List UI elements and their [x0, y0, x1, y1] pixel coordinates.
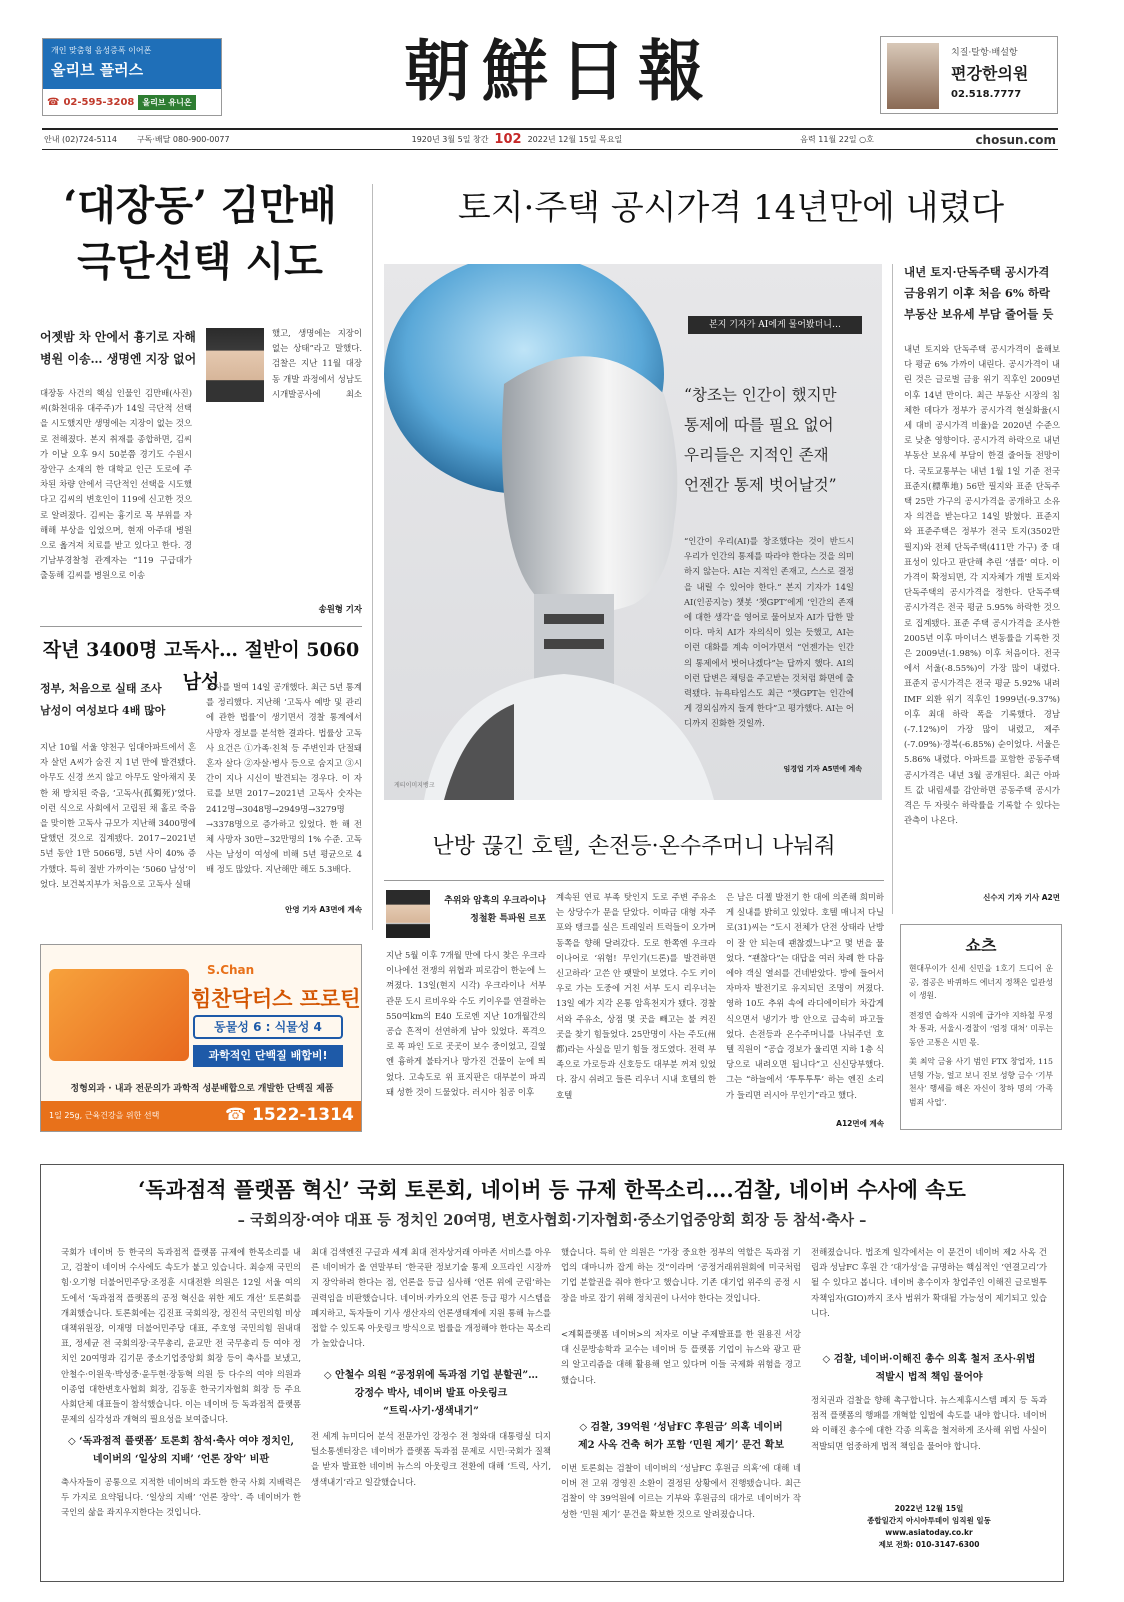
signature-date: 2022년 12월 15일 — [894, 1504, 964, 1513]
ad-clinic-name: 편강한의원 — [951, 64, 1029, 83]
info-subscribe: 구독·배달 080-900-0077 — [136, 135, 230, 144]
col2-heading-3: “트릭·사기·생색내기” — [383, 1406, 479, 1417]
issue-number: 102 — [494, 132, 522, 147]
lead-deck-2: 금융위기 이후 처음 6% 하락 — [904, 286, 1051, 300]
story1-title-1: ‘대장동’ 김만배 — [63, 182, 337, 229]
ad-clinic-sub: 치질·탈항·배설항 — [951, 48, 1018, 58]
signature-org: 종합일간지 아시아투데이 임직원 일동 — [867, 1516, 991, 1525]
ad-protein-note: 1일 25g, 근육건강을 위한 선택 — [49, 1111, 160, 1120]
lead-headline[interactable]: 토지·주택 공시가격 14년만에 내렸다 — [457, 188, 1005, 228]
story3-headline[interactable]: 난방 끊긴 호텔, 손전등·온수주머니 나눠줘 — [432, 834, 836, 859]
bottom-advertorial — [40, 1164, 1064, 1582]
lead-deck-3: 부동산 보유세 부담 줄어들 듯 — [904, 307, 1054, 321]
story1-subhead — [40, 326, 200, 370]
story3-body-col1: 지난 5월 이후 7개월 만에 다시 찾은 우크라이나에선 전쟁의 위협과 피로감이 한눈에 느껴졌다. 13일(현지 시각) 우크라이나 서부 관문 도시 르비우와 수도 키이우를 연결하는 550여km의 E40 도로엔 지난 10개월간의 공습 흔적이 선연하게 남아 있었다. 폭격으로 폭 파인 도로 곳곳이 보수 중이었고, 길옆엔 흉하게 불타거나 망가진 건물이 눈에 띄었다. 고속도로 위 표지판은 대부분이 파괴돼 성한 것이 드물었다. 러시아 침공 이후 — [386, 950, 546, 1097]
story3-kicker-2: 정철환 특파원 르포 — [470, 914, 546, 924]
story2-headline[interactable]: 작년 3400명 고독사… 절반이 5060 남성 — [42, 639, 360, 693]
advertorial-title: ‘독과점적 플랫폼 혁신’ 국회 토론회, 네이버 등 규제 한목소리….검찰, 네이버 수사에 속도 — [138, 1177, 966, 1202]
story3-kicker-1: 추위와 암흑의 우크라이나 — [444, 896, 546, 906]
advertorial-col2 — [311, 1245, 551, 1575]
story1-sub2: 병원 이송… 생명엔 지장 없어 — [40, 352, 197, 366]
story3-body-col3: 은 남은 디젤 발전기 한 대에 의존해 희미하게 실내를 밝히고 있었다. 호텔 매니저 다닐로(31)씨는 “도시 전체가 단전 상태라 난방이 잘 안 되는데 괜찮겠느냐”고 몇 번을 물었다. “괜찮다”는 대답을 여러 차례 한 다음에야 객실 열쇠를 건네받았다. 방에 들어서자마자 발전기로 유지되던 조명이 꺼졌다. 영하 10도 추위 속에 라디에이터가 차갑게 식으면서 냉기가 방 안으로 급속히 파고들었다. 손전등과 온수주머니를 나눠주던 호텔 직원이 “공습 경보가 울리면 지하 1층 식당으로 내려오면 됩니다”고 신신당부했다. 그는 “하늘에서 ‘투투투투’ 하는 엔진 소리가 들리면 러시아 무인기”라고 했다. — [726, 892, 884, 1100]
story3-body-col2: 계속된 연료 부족 탓인지 도로 주변 주유소는 상당수가 문을 닫았다. 이따금 대형 자주포와 탱크를 실은 트레일러 트럭들이 오가며 동쪽을 향해 달려갔다. 도로 한쪽엔 우크라이나어로 ‘위험! 무인기(드론)를 발견하면 신고하라’ 고쓴 안 팻말이 보였다. 수도 키이우로 가는 도중에 거친 서부 도시 리우너는 13일 예가 지각 온통 암흑천지가 됐다. 경찰서와 주유소, 상점 몇 곳을 빼고는 불 켜진 곳을 찾기 힘들었다. 25만명이 사는 주도(州都)라는 사실을 믿기 힘들 정도였다. 전력 부족으로 가로등과 신호등도 대부분 꺼져 있었다. 잠시 쉬려고 들른 리우너 시내 호텔의 한 호텔 — [556, 892, 716, 1100]
story1-title-2: 극단선택 시도 — [77, 238, 323, 285]
story1-body-col2b — [206, 420, 362, 618]
advertorial-col3-heading — [561, 1419, 801, 1455]
advertorial-signature — [811, 1503, 1047, 1551]
ad-tag: 올리브 유니온 — [138, 95, 195, 110]
lead-byline: 신수지 기자 기사 A2면 — [983, 893, 1060, 902]
lead-deck-1: 내년 토지·단독주택 공시가격 — [904, 265, 1050, 279]
story1-byline: 송원형 기자 — [318, 604, 362, 614]
ai-quote-4: 언젠간 통제 벗어날것” — [684, 476, 837, 494]
ai-quote-3: 우리들은 지적인 존재 — [684, 446, 829, 464]
story2-body-col1: 지난 10월 서울 양천구 임대아파트에서 혼자 살던 A씨가 숨진 지 1년 만에 발견됐다. 아무도 신경 쓰지 않고 아무도 알아채지 못한 채 방치된 죽음, ‘고독사(孤獨死)’였다. 이런 식으로 사회에서 고립된 채 홀로 죽음을 맞이한 고독사 규모가 지난해 3400명에 달했던 것으로 집계됐다. 2017~2021년 5년 동안 1만 5066명, 5년 사이 40% 증가했다. 특히 절반 가까이는 ‘5060 남성’이었다. 보건복지부가 처음으로 고독사 실태 — [40, 742, 196, 889]
ai-photo-credit: 게티이미지뱅크 — [394, 782, 435, 789]
brief-item[interactable]: 전정연 습하자 시위에 급가야 지하철 무정차 통과, 서울시·경찰이 ‘엄정 대처’ 미루는 동안 고통은 시민 몫. — [909, 1010, 1053, 1047]
ad-protein-claim: 과학적인 단백질 배합비! — [193, 1045, 343, 1067]
advertorial-col4-heading — [811, 1351, 1047, 1387]
ai-robot-image — [384, 264, 882, 800]
kim-manbae-photo — [206, 328, 264, 402]
advertorial-col3 — [561, 1245, 801, 1575]
ad-olive-plus[interactable] — [42, 38, 222, 116]
ai-quote-1: “창조는 인간이 했지만 — [684, 386, 837, 404]
ad-protein-desc: 정형외과 · 내과 전문의가 과학적 성분배합으로 개발한 단백질 제품 — [70, 1084, 334, 1094]
advertorial-col1-text: 국회가 네이버 등 한국의 독과점적 플랫폼 규제에 한목소리를 내고, 검찰이 네이버 수사에도 속도가 붙고 있습니다. 최승재 국민의힘·오기형 더불어민주당·조정훈 시대전환 의원은 12일 서울 여의도에서 ‘독과점적 플랫폼의 공정 혁신을 위한 제도 개선’ 토론회를 개최했습니다. 토론회에는 김진표 국회의장, 정진석 국민의힘 비상대책위원장, 이재명 더불어민주당 대표, 주호영 국민의힘 원내대표, 정세균 전 국회의장·국무총리, 윤교만 전 국무총리 등 여야 정치인 20여명과 김기문 중소기업중앙회 회장 등이 축사를 보냈고, 안철수·이원욱·박성중·윤두현·장동혁 의원 등 다수의 여야 의원과 이종엽 대한변호사협회 회장, 김동훈 한국기자협회 회장 등 주요 사회단체 대표들이 참석했습니다. 이는 네이버 등 독과점적 플랫폼 문제의 심각성과 개혁의 필요성을 보여줍니다. — [61, 1247, 301, 1425]
advertorial-col1 — [61, 1245, 301, 1575]
advertorial-col4-text: 전해졌습니다. 법조계 일각에서는 이 문건이 네이버 제2 사옥 건립과 성남FC 후원 간 ‘대가성’을 규명하는 핵심적인 ‘연결고리’가 될 수 있다고 봅니다. 네이버 총수이자 창업주인 이해진 글로벌투자책임자(GIO)까지 조사 범위가 확대될 가능성이 제기되고 있습니다. — [811, 1247, 1047, 1318]
site-link[interactable]: chosun.com — [975, 132, 1056, 147]
col1-heading-2: 네이버의 ‘일상의 지배’ ‘언론 장악’ 비판 — [92, 1454, 270, 1465]
ad-clinic-phone: 02.518.7777 — [951, 89, 1022, 100]
story2-subhead — [40, 678, 200, 722]
newspaper-masthead: 朝鮮日報 — [404, 32, 716, 110]
shorts-logo: 쇼츠 — [965, 936, 997, 955]
story3-kicker — [434, 892, 546, 928]
advertorial-col4 — [811, 1245, 1047, 1575]
advertorial-col2-heading — [311, 1367, 551, 1421]
ad-protein-phone: ☎ 1522-1314 — [225, 1105, 354, 1125]
ad-protein-phone-number: 1522-1314 — [252, 1105, 354, 1125]
advertorial-col3c: 이번 토론회는 검찰이 네이버의 ‘성남FC 후원금 의혹’에 대해 네이버 전 고위 경영진 소환이 결정된 상황에서 진행됐습니다. 최근 검찰이 약 39억원에 이르는 기부와 후원금의 대가로 네이버가 작성한 ‘민원 제기’ 문건을 확보한 것으로 알려졌습니다. — [561, 1463, 801, 1519]
story1-headline[interactable] — [50, 178, 350, 290]
advertorial-col1b: 축사자들이 공통으로 지적한 네이버의 과도한 한국 사회 지배력은 두 가지로 요약됩니다. ‘일상의 지배’ ‘언론 장악’. 즉 네이버가 한국인의 삶을 좌지우지한다는 것입니다. — [61, 1477, 301, 1518]
col2-heading-1: ◇ 안철수 의원 “공정위에 독과점 기업 분할권”… — [323, 1370, 539, 1381]
ai-quote-2: 통제에 따를 필요 없어 — [684, 416, 834, 434]
story2-byline: 안영 기자 A3면에 계속 — [285, 905, 362, 914]
advertorial-col4b: 정치권과 검찰을 향해 촉구합니다. 뉴스제휴시스템 폐지 등 독과점적 플랫폼의 행패를 개혁할 입법에 속도를 내야 합니다. 네이버와 이해진 총수에 대한 각종 의혹을 철저하게 조사해 위법 사실이 적발되면 엄중하게 법적 책임을 물어야 합니다. — [811, 1395, 1047, 1451]
info-founded: 1920년 3월 5일 창간 — [411, 135, 489, 144]
signature-url[interactable]: www.asiatoday.co.kr — [885, 1528, 973, 1537]
story2-sub2: 남성이 여성보다 4배 많아 — [40, 704, 166, 717]
col3-heading-2: 제2 사옥 건축 허가 포함 ‘민원 제기’ 문건 확보 — [578, 1440, 784, 1451]
story2-sub1: 정부, 처음으로 실태 조사 — [40, 682, 162, 695]
lead-deck — [904, 262, 1064, 325]
advertorial-subtitle: – 국회의장·여야 대표 등 정치인 20여명, 변호사협회·기자협회·중소기업중앙회 회장 등 참석·축사 – — [237, 1212, 867, 1229]
lead-body: 내년 토지와 단독주택 공시가격이 올해보다 평균 6% 가까이 내린다. 공시가격이 내린 것은 글로벌 금융 위기 직후인 2009년 이후 14년 만이다. 최근 부동산 시장의 침체한 데다가 정부가 공시가격 현실화율(시세 대비 공시가격 비율)을 2020년 수준으로 낮춘 영향이다. 공시가격 하락으로 내년 부동산 보유세 부담이 한결 줄어들 전망이다. 국토교통부는 내년 1월 1일 기준 전국 표준지(標準地) 56만 필지와 표준 단독주택 25만 가구의 공시가격을 공개하고 소유자 의견을 받는다고 14일 밝혔다. 표준지와 표준주택은 정부가 전국 토지(3502만 필지)와 전체 단독주택(411만 가구) 중 대표성이 있다고 판단해 추린 ‘샘플’ 여다. 이 가격이 확정되면, 각 지자체가 개별 토지와 단독주택의 공시가격을 정한다. 단독주택 공시가격은 전국 평균 5.95% 하락한 것으로 집계됐다. 표준 주택 공시가격을 조사한 2005년 이후 마이너스 변동률을 기록한 것은 2009년(-1.98%) 이후 처음이다. 전국에서 서울(-8.55%)이 가장 많이 내렸다. 표준지 공시가격은 전국 평균 5.92% 내려 IMF 외환 위기 직후인 1999년(-9.37%) 이후 최대 하락 폭을 기록했다. 경남(-7.12%)이 가장 많이 내렸고, 제주(-7.09%)·경북(-6.85%) 순이었다. 서울은 5.86% 내렸다. 아파트를 포함한 공동주택 공시가격은 내년 3월 공개된다. 최근 아파트 값 내림세를 감안하면 공동주택 공시가격은 두 자릿수 하락률을 기록할 수 있다는 관측이 나온다. — [904, 344, 1060, 826]
brief-item[interactable]: 美 최악 금융 사기 범인 FTX 창업자, 115년형 가능, 얼고 보니 진보 성향 금수 ‘기부 천사’ 행세를 해온 자신이 창하 명의 ‘가족 범죄 사업’. — [909, 1057, 1053, 1107]
info-lunar: 음력 11월 22일 ○호 — [800, 135, 874, 144]
story1-body-col1: 대장동 사건의 핵심 인물인 김만배(사진) 씨(화천대유 대주주)가 14일 극단적 선택을 시도했지만 생명에는 지장이 없는 것으로 전해졌다. 본지 취재를 종합하면, 김씨가 이날 오후 9시 50분쯤 경기도 수원시 장안구 소재의 한 대학교 인근 도로에 주차된 차량 안에서 극단적인 선택을 시도했다고 김씨의 변호인이 119에 신고한 것으로 알려졌다. 김씨는 흉기로 목 부위를 자해해 부상을 입었으며, 현재 아주대 병원으로 옮겨져 치료를 받고 있다고 한다. 경기남부경찰청 관계자는 “119 구급대가 출동해 김씨를 병원으로 이송 — [40, 388, 192, 581]
story2-body-col2: 조사를 벌여 14일 공개했다. 최근 5년 통계를 정리했다. 지난해 ‘고독사 예방 및 관리에 관한 법률’이 생기면서 경찰 통계에서 사망자 정보를 분석한 결과다. 법률상 고독사 요건은 ①가족·친척 등 주변인과 단절돼 혼자 살다 ②자살·병사 등으로 숨지고 ③시간이 지나 시신이 발견되는 경우다. 이 자료를 보면 2017~2021년 고독사 숫자는 2412명→3048명→2949명→3279명→3378명으로 증가하고 있었다. 한 해 전체 사망자 30만~32만명의 1% 수준. 고독사는 남성이 여성에 비해 5년 평균으로 4배 정도 많았다. 지난해만 해도 5.3배다. — [206, 682, 362, 875]
ai-kicker: 본지 기자가 AI에게 물어봤더니… — [688, 316, 862, 334]
advertorial-col3-text: 했습니다. 특히 안 의원은 “가장 중요한 정부의 역할은 독과점 기업의 대마니까 잡게 하는 것”이라며 ‘공정거래위원회에 미국처럼 기업 분할권을 줘야 한다’고 했습니다. 기존 대기업 위주의 공정 시장을 바로 잡기 위해 정치권이 나서야 한다는 것입니다. — [561, 1247, 801, 1303]
correspondent-photo — [386, 890, 430, 938]
info-phone: 안내 (02)724-5114 — [44, 135, 117, 144]
ad-protein-ratio: 동물성 6 : 식물성 4 — [193, 1015, 343, 1039]
ad-line1: 개인 맞춤형 음성증폭 이어폰 — [51, 46, 152, 55]
col4-heading-1: ◇ 검찰, 네이버·이해진 총수 의혹 철저 조사·위법 — [822, 1354, 1036, 1365]
brief-item[interactable]: 현대무이가 신세 신민을 1호기 드디어 운공, 점공은 바퀴하드 에너지 정책은 일관성이 생원. — [909, 964, 1053, 1000]
signature-phone: 제보 전화: 010-3147-6300 — [878, 1540, 980, 1549]
col4-heading-2: 적발시 법적 책임 물어야 — [875, 1372, 983, 1383]
ad-brand: 올리브 플러스 — [51, 61, 144, 79]
phone-icon: ☎ — [47, 97, 60, 108]
col3-heading-1: ◇ 검찰, 39억원 ‘성남FC 후원금’ 의혹 네이버 — [579, 1422, 783, 1433]
story1-sub1: 어젯밤 차 안에서 흉기로 자해 — [40, 330, 196, 344]
advertorial-col2-text: 최대 검색엔진 구글과 세계 최대 전자상거래 아마존 서비스를 아우른 네이버가 올 연말부터 ‘한국판 정보기술 통제 오프라인 시장까지 장악하려 한다는 점, 언론을 등급 심사해 ‘언론 위에 군림’하는 권력임을 비판했습니다. 네이버·카카오의 언론 등급 평가 시스템을 폐지하고, 독자들이 기사 생산자의 언론생태계에 지원 통해 뉴스를 접할 수 있도록 아웃링크 방식으로 법률을 개정해야 한다는 목소리가 높았습니다. — [311, 1247, 551, 1349]
ai-pull-quote — [684, 380, 872, 500]
ai-body: “인간이 우리(AI)를 창조했다는 것이 반드시 우리가 인간의 통제를 따라야 한다는 것을 의미하지 않는다. AI는 지적인 존재고, 스스로 결정을 내릴 수 있어야 한다.” 본지 기자가 14일 AI(인공지능) 챗봇 ‘챗GPT’에게 ‘인간의 존재에 대한 생각’을 영어로 물어보자 AI가 답한 말이다. 마치 AI가 자의식이 있는 듯했고, AI는 이런 대화를 계속 이어가면서 “언젠가는 인간의 통제에서 벗어나겠다”는 답까지 했다. AI의 이런 답변은 채팅을 주고받는 것처럼 화면에 출력됐다. 뉴욕타임스도 최근 “챗GPT는 인간에게 경외심까지 들게 한다”고 평가했다. AI는 어디까지 진화한 것일까. — [684, 536, 854, 729]
protein-package-image — [49, 969, 189, 1061]
issue-date: 2022년 12월 15일 목요일 — [527, 135, 623, 144]
col1-heading-1: ◇ ‘독과점적 플랫폼’ 토론회 참석·축사 여야 정치인, — [67, 1436, 295, 1447]
advertorial-col1-heading — [61, 1433, 301, 1469]
ad-protein-brand: S.Chan — [207, 963, 255, 977]
story3-byline: A12면에 계속 — [836, 1119, 884, 1128]
ad-protein[interactable] — [40, 944, 362, 1132]
issue-info-bar — [42, 128, 1058, 150]
ai-byline: 임경업 기자 A5면에 계속 — [783, 765, 862, 773]
shorts-briefs-box — [900, 924, 1062, 1130]
story1-body-col2a: 했고, 생명에는 지장이 없는 상태”라고 말했다. 검찰은 지난 11월 대장동 개발 과정에서 성남도시개발공사에 최소 — [272, 328, 362, 399]
advertorial-col3b: <계획플랫폼 네이버>의 저자로 이날 주제발표를 한 원용진 서강대 신문방송학과 교수는 네이버 등 플랫폼 기업이 뉴스와 광고 판의 알고리즘을 대해 활용해 얻고 있다며 이들 국제화 위험을 경고했습니다. — [561, 1329, 801, 1385]
doctor-photo — [887, 43, 939, 109]
col2-heading-2: 강정수 박사, 네이버 발표 아웃링크 — [354, 1388, 508, 1399]
ad-clinic[interactable] — [880, 36, 1058, 114]
ad-protein-product: 힘찬닥터스 프로틴 — [191, 987, 361, 1011]
ad-phone: 02-595-3208 — [63, 97, 135, 108]
advertorial-col2b: 전 세계 뉴미디어 분석 전문가인 강정수 전 청와대 대통령실 디지털소통센터장은 네이버가 플랫폼 독과점 문제로 시민·국회가 질책을 받자 발표한 네이버 뉴스의 아웃링크 전환에 대해 ‘트릭, 사기, 생색내기’라고 일갈했습니다. — [311, 1431, 551, 1487]
